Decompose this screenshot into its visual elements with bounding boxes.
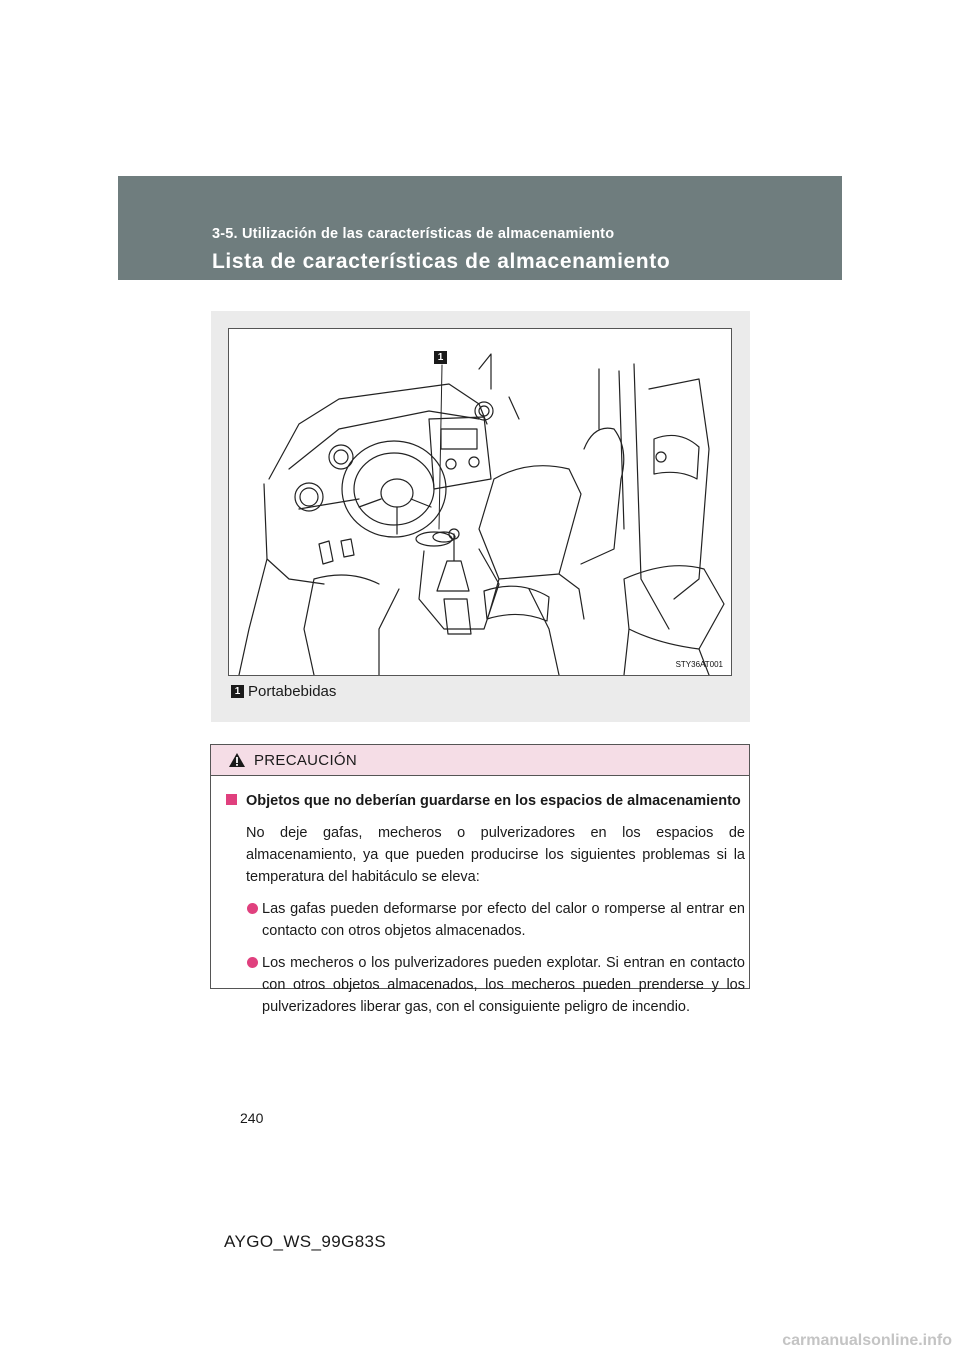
circle-bullet-icon [247, 957, 258, 968]
page-number: 240 [240, 1110, 264, 1126]
image-code: STY36AT001 [675, 660, 723, 669]
caution-body [226, 790, 745, 1018]
caution-paragraph: No deje gafas, mecheros o pulverizadores en los espacios de almacenamiento, ya que pueden producirse los siguientes problemas si la temperatura del habitáculo se eleva: [246, 825, 745, 885]
caution-heading: PRECAUCIÓN [254, 751, 358, 769]
callout-1: 1 [434, 351, 447, 364]
caution-box [210, 744, 750, 1015]
caution-bullet [226, 952, 745, 1018]
warning-triangle-icon [228, 752, 246, 768]
watermark: carmanualsonline.info [782, 1332, 952, 1349]
car-interior-illustration [228, 328, 732, 676]
document-code: AYGO_WS_99G83S [224, 1232, 387, 1251]
caution-bullet [226, 898, 745, 942]
figure-legend [231, 683, 336, 700]
legend-label: Portabebidas [248, 683, 337, 700]
section-label: 3-5. Utilización de las características de almacenamiento [212, 226, 615, 242]
caution-bullet-text: Las gafas pueden deformarse por efecto del calor o romperse al entrar en contacto con otros objetos almacenados. [262, 901, 745, 939]
legend-number: 1 [231, 685, 244, 698]
square-bullet-icon [226, 794, 237, 805]
caution-header [211, 745, 749, 776]
page-title: Lista de características de almacenamiento [212, 250, 671, 273]
caution-bullet-text: Los mecheros o los pulverizadores pueden explotar. Si entran en contacto con otros objetos almacenados, los mecheros pueden prenderse y los pulverizadores liberar gas, con el consiguiente peligro de incendio. [262, 955, 745, 1015]
caution-item-title: Objetos que no deberían guardarse en los espacios de almacenamiento [246, 793, 741, 809]
circle-bullet-icon [247, 903, 258, 914]
